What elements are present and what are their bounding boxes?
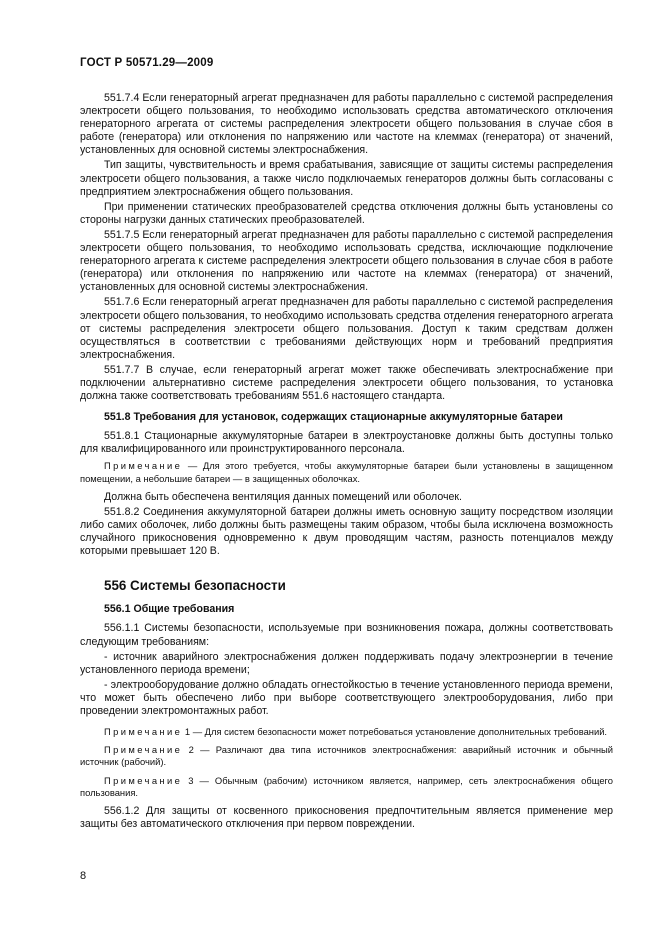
note-text: — Для этого требуется, чтобы аккумуляторные батареи были установлены в защищенном помещении, а небольшие батареи — в защищенных оболочках. <box>80 460 613 484</box>
paragraph-ventilation: Должна быть обеспечена вентиляция данных помещений или оболочек. <box>104 490 462 503</box>
paragraph-protection-type: Тип защиты, чувствительность и время срабатывания, зависящие от защиты системы распределения электросети общего пользования, а также число подключаемых генераторов должны быть согласованы с предприятием электроснабжения общего пользования. <box>80 159 613 198</box>
paragraph-551-8-1: 551.8.1 Стационарные аккумуляторные батареи в электроустановке должны быть доступны только для квалифицированного или проинструктированного персонала. <box>80 430 613 456</box>
note-label: Примечание <box>104 726 183 738</box>
paragraph-551-7-7: 551.7.7 В случае, если генераторный агрегат может также обеспечивать электроснабжение при подключении альтернативно системе распределения электросети общего пользования, то установка должна также соответствовать требованиям 551.6 настоящего стандарта. <box>80 363 613 403</box>
paragraph-551-7-6: 551.7.6 Если генераторный агрегат предназначен для работы параллельно с системой распределения электросети общего пользования, то необходимо использовать средства отделения генераторного агрегата от системы распределения электросети общего пользования. Доступ к таким средствам должен осуществляться в соответствии с требованиями действующих норм и требований предприятия электроснабжения. <box>80 296 613 361</box>
note-label: Примечание <box>104 774 183 786</box>
note-3 <box>80 775 613 799</box>
note-1 <box>80 726 613 738</box>
note-551-8 <box>80 460 613 484</box>
paragraph-static-converters: При применении статических преобразователей средства отключения должны быть установлены со стороны нагрузки данных статических преобразователей. <box>80 200 613 226</box>
note-2 <box>80 744 613 768</box>
document-body <box>80 92 613 833</box>
paragraph-551-7-4: 551.7.4 Если генераторный агрегат предназначен для работы параллельно с системой распределения электросети общего пользования, то необходимо использовать средства автоматического отключения генераторного агрегата от системы распределения электросети общего пользования в случае сбоя в работе (генератора) или отклонения по напряжению или частоте на клеммах (генератора) от значений, установленных для основной системы электроснабжения. <box>80 92 613 157</box>
paragraph-551-8-2: 551.8.2 Соединения аккумуляторной батареи должны иметь основную защиту посредством изоляции либо самих оболочек, либо должны быть размещены таким образом, чтобы была исключена возможность случайного прикосновения одновременно к двум проводящим частям, разность потенциалов между которыми превышает 120 В. <box>80 505 613 558</box>
paragraph-556-1-2: 556.1.2 Для защиты от косвенного прикосновения предпочтительным является применение мер защиты без автоматического отключения при первом повреждении. <box>80 805 613 831</box>
page-number: 8 <box>80 870 87 882</box>
paragraph-556-1-1: 556.1.1 Системы безопасности, используемые при возникновения пожара, должны соответствовать следующим требованиям: <box>80 622 613 648</box>
document-header: ГОСТ Р 50571.29—2009 <box>80 57 214 69</box>
list-item-emergency-source: - источник аварийного электроснабжения должен поддерживать подачу электроэнергии в течение установленного периода времени; <box>80 650 613 676</box>
paragraph-551-7-5: 551.7.5 Если генераторный агрегат предназначен для работы параллельно с системой распределения электросети общего пользования, то необходимо использовать средства, исключающие подключение генераторного агрегата к системе распределения электросети общего пользования в случае сбоя в работе (генератора) или отклонения по напряжению или частоте на клеммах (генератора) от значений, установленных для основной системы электроснабжения. <box>80 228 613 294</box>
section-heading-556: 556 Системы безопасности <box>104 578 286 594</box>
section-heading-551-8: 551.8 Требования для установок, содержащих стационарные аккумуляторные батареи <box>104 411 563 424</box>
note-text: 1 — Для систем безопасности может потребоваться установление дополнительных требований. <box>182 726 608 738</box>
note-text: 3 — Обычным (рабочим) источником является, например, сеть электроснабжения общего пользования. <box>80 774 613 798</box>
list-item-fire-resistance: - электрооборудование должно обладать огнестойкостью в течение установленного периода времени, что может быть обеспечено либо при выборе соответствующего электрооборудования, либо при проведении электромонтажных работ. <box>80 678 613 717</box>
note-label: Примечание <box>104 460 183 472</box>
note-label: Примечание <box>104 744 183 756</box>
section-heading-556-1: 556.1 Общие требования <box>104 603 235 616</box>
note-text: 2 — Различают два типа источников электроснабжения: аварийный источник и обычный источник (рабочий). <box>80 744 613 768</box>
